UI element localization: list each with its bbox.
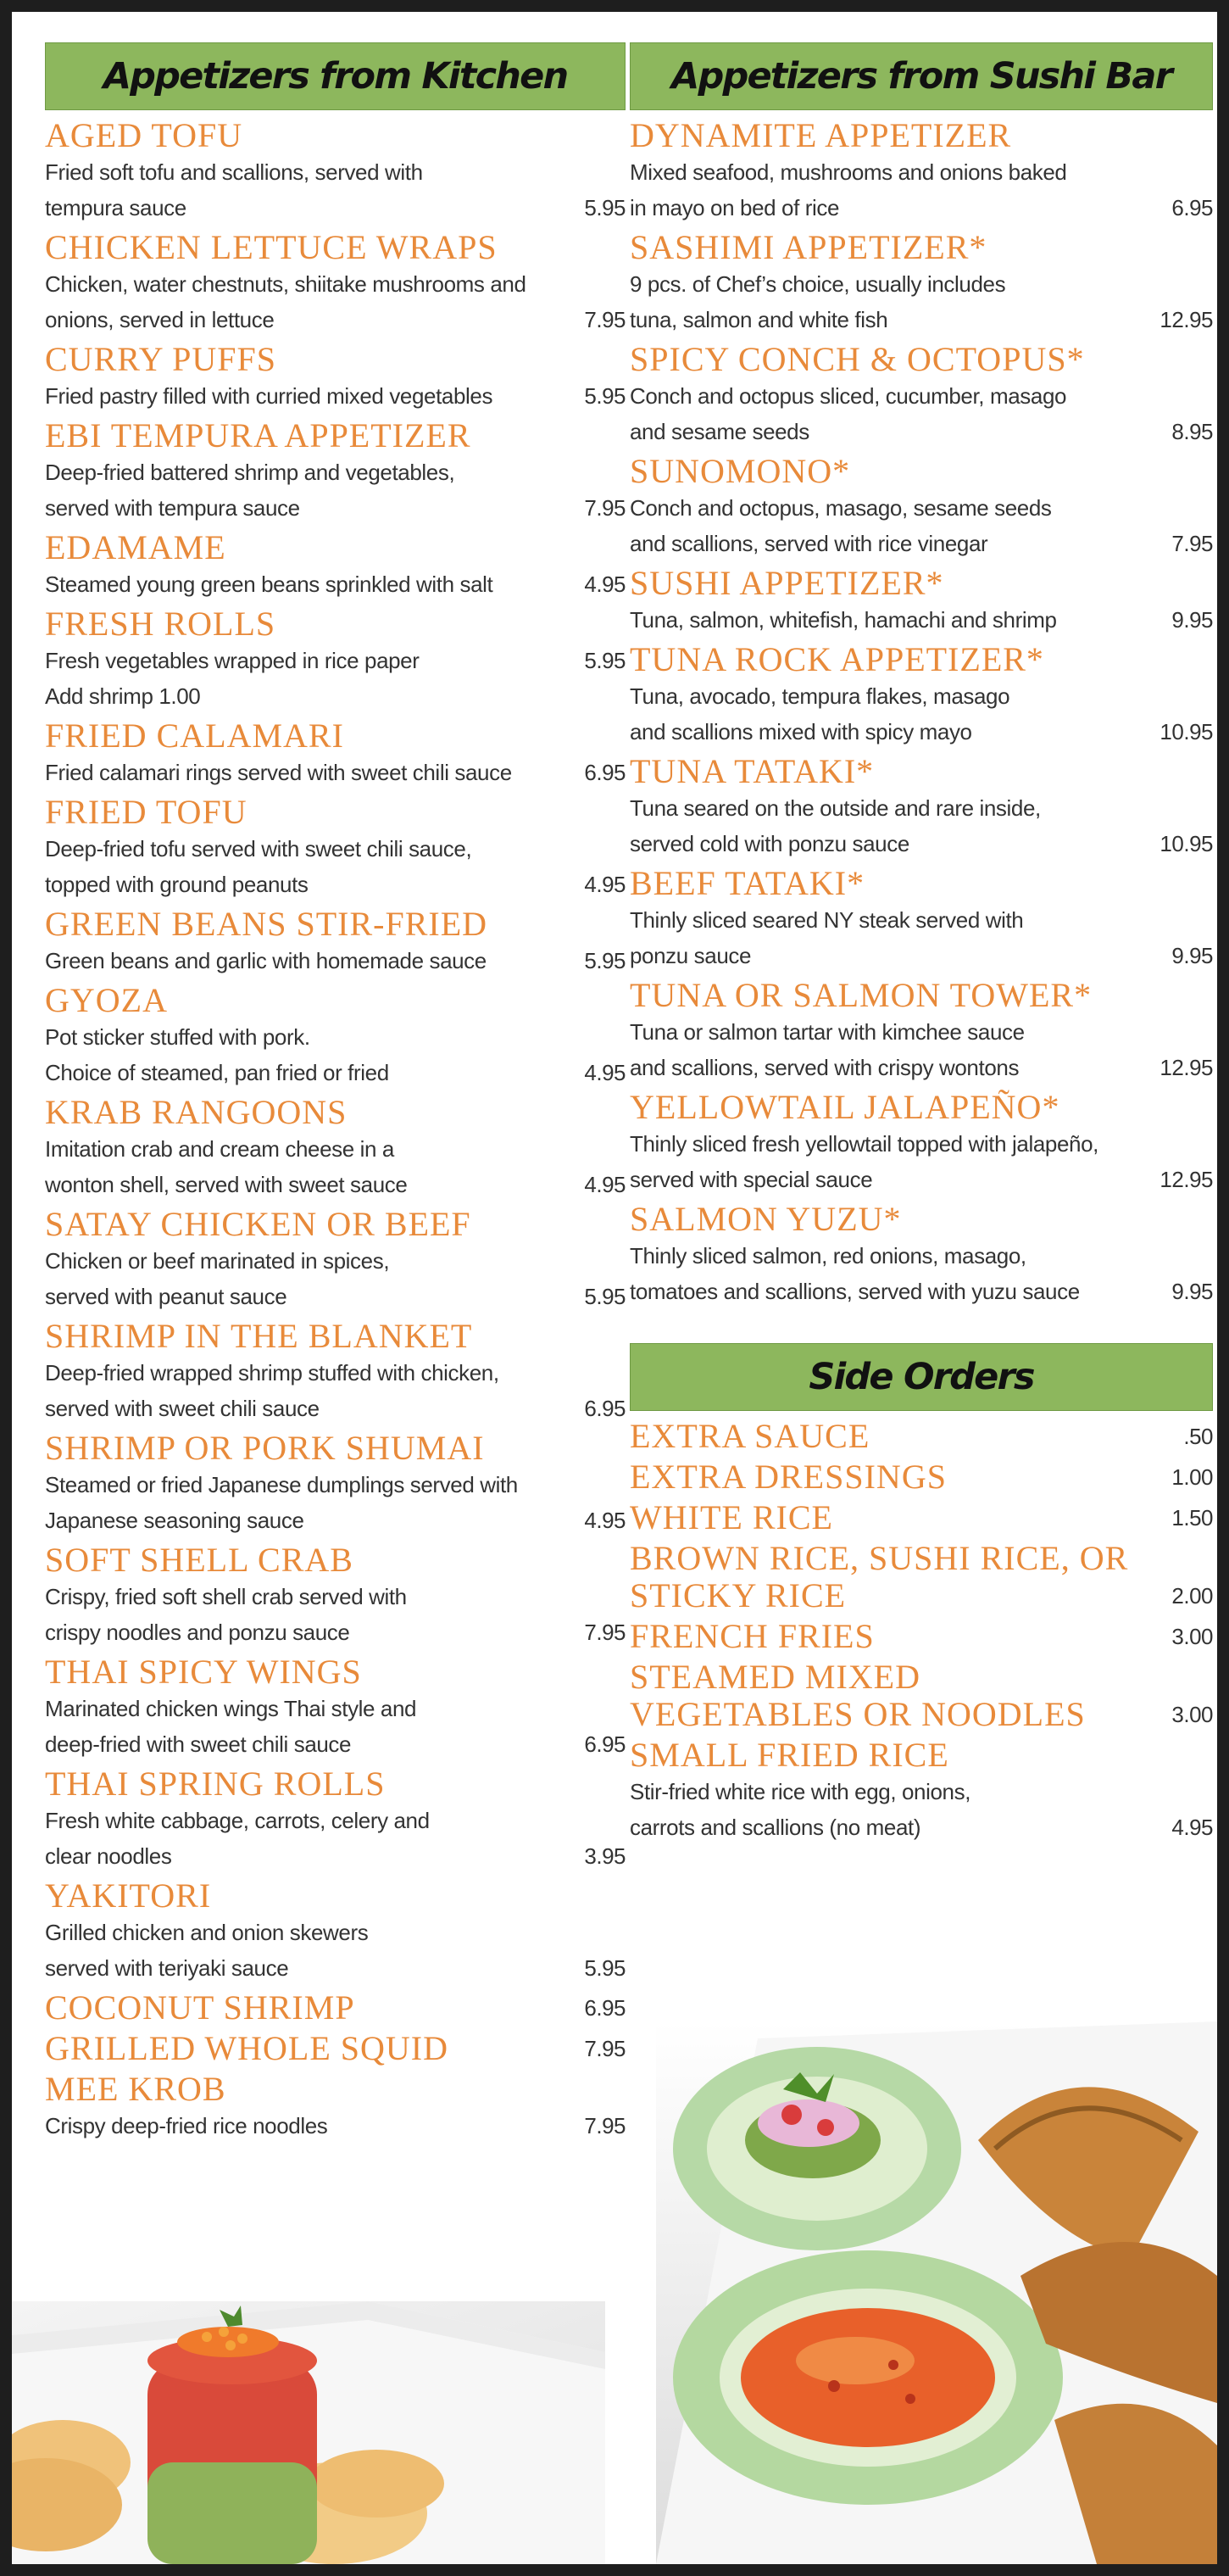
item-row — [45, 943, 626, 979]
item-price: 7.95 — [584, 1620, 626, 1645]
menu-item — [45, 1094, 626, 1202]
item-row — [45, 566, 626, 602]
item-row — [45, 1503, 626, 1538]
kitchen-column — [45, 42, 626, 2147]
item-name: SMALL FRIED RICE — [630, 1736, 949, 1774]
item-row — [45, 1803, 626, 1838]
item-name: CURRY PUFFS — [45, 340, 276, 378]
item-description: onions, served in lettuce — [45, 307, 275, 332]
item-row — [630, 1418, 1213, 1455]
menu-item — [45, 1877, 626, 1986]
item-row — [630, 1126, 1213, 1162]
item-row — [630, 1618, 1213, 1655]
item-price: 2.00 — [1171, 1583, 1213, 1609]
item-description: 9 pcs. of Chef’s choice, usually includes — [630, 271, 1006, 297]
item-row — [45, 1391, 626, 1426]
item-row — [630, 790, 1213, 826]
item-price: 10.95 — [1159, 831, 1213, 856]
item-price: 5.95 — [584, 948, 626, 973]
item-description: Japanese seasoning sauce — [45, 1508, 304, 1533]
item-description: Crispy, fried soft shell crab served with — [45, 1584, 407, 1609]
menu-item — [45, 1542, 626, 1650]
item-name: TUNA ROCK APPETIZER* — [630, 640, 1044, 678]
item-row — [630, 1014, 1213, 1050]
item-name: FRIED TOFU — [45, 793, 247, 831]
item-name: DYNAMITE APPETIZER — [630, 116, 1012, 154]
item-row — [630, 190, 1213, 226]
item-name: SATAY CHICKEN OR BEEF — [45, 1205, 471, 1243]
item-row — [630, 678, 1213, 714]
item-name: SHRIMP IN THE BLANKET — [45, 1317, 473, 1355]
curry-puffs-photo — [656, 2021, 1217, 2564]
menu-item — [630, 977, 1213, 1085]
menu-item — [630, 1737, 1213, 1845]
item-row — [630, 1774, 1213, 1809]
side-orders-title: Side Orders — [809, 1356, 1034, 1398]
item-price: 4.95 — [584, 1060, 626, 1085]
sushi-title: Appetizers from Sushi Bar — [671, 55, 1171, 98]
menu-item — [45, 1206, 626, 1314]
item-name: GYOZA — [45, 981, 168, 1019]
menu-item — [630, 1089, 1213, 1197]
item-description: Thinly sliced salmon, red onions, masago, — [630, 1243, 1026, 1268]
item-price: 12.95 — [1159, 307, 1213, 332]
item-name: MEE KROB — [45, 2070, 226, 2108]
item-description: Fried calamari rings served with sweet chili sauce — [45, 760, 512, 785]
item-description: Fresh vegetables wrapped in rice paper — [45, 648, 420, 673]
item-price: 3.00 — [1171, 1624, 1213, 1649]
side-orders-list — [630, 1418, 1213, 1845]
item-row — [45, 1055, 626, 1090]
menu-item — [630, 229, 1213, 337]
item-price: 6.95 — [584, 760, 626, 785]
item-name: THAI SPRING ROLLS — [45, 1765, 386, 1803]
item-price: 9.95 — [1171, 1279, 1213, 1304]
item-row — [45, 1131, 626, 1167]
item-name: SHRIMP OR PORK SHUMAI — [45, 1429, 485, 1467]
item-price: 6.95 — [584, 1731, 626, 1757]
item-description: tomatoes and scallions, served with yuzu sauce — [630, 1279, 1080, 1304]
menu-item — [630, 1499, 1213, 1536]
item-name: SOFT SHELL CRAB — [45, 1541, 353, 1579]
item-description: Mixed seafood, mushrooms and onions baked — [630, 159, 1067, 185]
item-price: 3.95 — [584, 1843, 626, 1869]
item-price: 12.95 — [1159, 1055, 1213, 1080]
item-price: .50 — [1183, 1424, 1213, 1449]
menu-item — [45, 529, 626, 602]
item-row — [630, 378, 1213, 414]
menu-item — [45, 1989, 626, 2027]
item-description: crispy noodles and ponzu sauce — [45, 1620, 350, 1645]
item-price: 7.95 — [584, 307, 626, 332]
item-price: 10.95 — [1159, 719, 1213, 744]
menu-item — [45, 1765, 626, 1874]
item-description: Choice of steamed, pan fried or fried — [45, 1060, 389, 1085]
tuna-tower-photo — [12, 2301, 605, 2564]
item-name: EXTRA SAUCE — [630, 1417, 870, 1455]
item-row — [630, 266, 1213, 302]
item-description: Fried soft tofu and scallions, served with — [45, 159, 423, 185]
item-name: COCONUT SHRIMP — [45, 1988, 355, 2027]
menu-item — [45, 1318, 626, 1426]
item-description: Steamed young green beans sprinkled with salt — [45, 572, 493, 597]
item-name: BEEF TATAKI* — [630, 864, 865, 902]
item-description: Add shrimp 1.00 — [45, 683, 201, 709]
item-description: and scallions, served with crispy wontons — [630, 1055, 1020, 1080]
item-price: 5.95 — [584, 648, 626, 673]
item-name: SALMON YUZU* — [630, 1200, 902, 1238]
item-description: Tuna or salmon tartar with kimchee sauce — [630, 1019, 1025, 1045]
item-price: 5.95 — [584, 383, 626, 409]
item-description: Chicken or beef marinated in spices, — [45, 1248, 390, 1274]
menu-item — [630, 1418, 1213, 1455]
item-description: served with teriyaki sauce — [45, 1955, 289, 1981]
sushi-column — [630, 42, 1213, 1848]
menu-item — [630, 453, 1213, 561]
item-name: SASHIMI APPETIZER* — [630, 228, 987, 266]
menu-item — [45, 982, 626, 1090]
item-row — [630, 1809, 1213, 1845]
item-row — [45, 1838, 626, 1874]
item-row — [45, 1579, 626, 1614]
item-row — [45, 1989, 626, 2027]
item-price: 1.00 — [1171, 1464, 1213, 1490]
item-row — [45, 678, 626, 714]
item-name: THAI SPICY WINGS — [45, 1653, 362, 1691]
item-price: 6.95 — [584, 1396, 626, 1421]
item-row — [630, 1540, 1213, 1614]
item-description: and scallions, served with rice vinegar — [630, 531, 988, 556]
item-name: EBI TEMPURA APPETIZER — [45, 416, 471, 454]
item-name: FRENCH FRIES — [630, 1617, 875, 1655]
menu-item — [630, 117, 1213, 226]
item-row — [45, 1243, 626, 1279]
item-row — [45, 1691, 626, 1726]
item-row — [45, 1726, 626, 1762]
item-description: Fried pastry filled with curried mixed vegetables — [45, 383, 493, 409]
item-row — [630, 490, 1213, 526]
menu-item — [45, 605, 626, 714]
item-description: Tuna, avocado, tempura flakes, masago — [630, 683, 1010, 709]
item-price: 5.95 — [584, 1955, 626, 1981]
menu-item — [45, 229, 626, 337]
menu-item — [630, 341, 1213, 449]
item-description: Deep-fried wrapped shrimp stuffed with chicken, — [45, 1360, 499, 1386]
item-price: 7.95 — [584, 2036, 626, 2061]
item-row — [630, 902, 1213, 938]
item-description: Thinly sliced seared NY steak served with — [630, 907, 1024, 933]
item-description: Marinated chicken wings Thai style and — [45, 1696, 417, 1721]
item-name: YAKITORI — [45, 1876, 212, 1915]
kitchen-item-list — [45, 117, 626, 2144]
menu-item — [45, 906, 626, 979]
item-name: AGED TOFU — [45, 116, 243, 154]
menu-item — [630, 753, 1213, 861]
item-row — [45, 154, 626, 190]
item-row — [630, 1458, 1213, 1496]
item-name: WHITE RICE — [630, 1498, 833, 1536]
item-row — [45, 490, 626, 526]
item-price: 5.95 — [584, 195, 626, 220]
item-name: STEAMED MIXED VEGETABLES OR NOODLES — [630, 1658, 1086, 1733]
item-name: GRILLED WHOLE SQUID — [45, 2029, 448, 2067]
item-price: 4.95 — [1171, 1815, 1213, 1840]
item-description: Crispy deep-fried rice noodles — [45, 2113, 328, 2138]
item-description: served with special sauce — [630, 1167, 873, 1192]
menu-item — [630, 865, 1213, 973]
item-name: FRIED CALAMARI — [45, 716, 344, 755]
menu-item — [45, 2071, 626, 2144]
item-row — [45, 1467, 626, 1503]
item-row — [45, 190, 626, 226]
item-row — [45, 1279, 626, 1314]
item-description: Steamed or fried Japanese dumplings served with — [45, 1472, 518, 1497]
item-price: 7.95 — [1171, 531, 1213, 556]
item-price: 5.95 — [584, 1284, 626, 1309]
menu-item — [630, 565, 1213, 638]
item-description: in mayo on bed of rice — [630, 195, 840, 220]
item-description: Chicken, water chestnuts, shiitake mushrooms and — [45, 271, 526, 297]
item-row — [630, 1499, 1213, 1536]
item-price: 7.95 — [584, 495, 626, 521]
item-row — [630, 1050, 1213, 1085]
item-description: Fresh white cabbage, carrots, celery and — [45, 1808, 430, 1833]
item-name: EXTRA DRESSINGS — [630, 1458, 947, 1496]
item-price: 4.95 — [584, 872, 626, 897]
menu-page — [12, 12, 1217, 2564]
item-name: SUSHI APPETIZER* — [630, 564, 944, 602]
menu-item — [630, 1458, 1213, 1496]
item-name: YELLOWTAIL JALAPEÑO* — [630, 1088, 1060, 1126]
item-price: 1.50 — [1171, 1505, 1213, 1531]
item-row — [45, 755, 626, 790]
item-row — [45, 867, 626, 902]
item-row — [630, 1274, 1213, 1309]
item-price: 12.95 — [1159, 1167, 1213, 1192]
item-description: Pot sticker stuffed with pork. — [45, 1024, 310, 1050]
item-row — [630, 1162, 1213, 1197]
item-row — [630, 154, 1213, 190]
item-price: 3.00 — [1171, 1702, 1213, 1727]
item-row — [45, 1355, 626, 1391]
menu-item — [45, 1430, 626, 1538]
sushi-item-list — [630, 117, 1213, 1309]
item-row — [630, 602, 1213, 638]
item-row — [45, 831, 626, 867]
item-row — [45, 378, 626, 414]
item-description: Imitation crab and cream cheese in a — [45, 1136, 394, 1162]
item-price: 6.95 — [1171, 195, 1213, 220]
item-row — [45, 1915, 626, 1950]
item-row — [630, 714, 1213, 750]
menu-item — [630, 641, 1213, 750]
item-description: and sesame seeds — [630, 419, 809, 444]
item-row — [45, 643, 626, 678]
item-description: tempura sauce — [45, 195, 186, 220]
item-name: BROWN RICE, SUSHI RICE, OR STICKY RICE — [630, 1539, 1129, 1614]
item-row — [45, 454, 626, 490]
item-price: 7.95 — [584, 2113, 626, 2138]
item-row — [630, 938, 1213, 973]
menu-item — [45, 341, 626, 414]
menu-item — [45, 717, 626, 790]
item-price: 4.95 — [584, 572, 626, 597]
item-row — [45, 1614, 626, 1650]
item-description: Deep-fried battered shrimp and vegetables, — [45, 460, 455, 485]
item-description: Green beans and garlic with homemade sauce — [45, 948, 487, 973]
item-description: Tuna seared on the outside and rare inside, — [630, 795, 1041, 821]
menu-item — [45, 1653, 626, 1762]
item-description: served cold with ponzu sauce — [630, 831, 909, 856]
item-description: Grilled chicken and onion skewers — [45, 1920, 369, 1945]
item-row — [45, 302, 626, 337]
item-price: 9.95 — [1171, 943, 1213, 968]
item-description: ponzu sauce — [630, 943, 752, 968]
item-name: FRESH ROLLS — [45, 605, 276, 643]
item-name: TUNA TATAKI* — [630, 752, 875, 790]
item-description: Conch and octopus, masago, sesame seeds — [630, 495, 1052, 521]
item-name: SPICY CONCH & OCTOPUS* — [630, 340, 1085, 378]
menu-item — [630, 1659, 1213, 1733]
item-row — [630, 826, 1213, 861]
item-row — [630, 1659, 1213, 1733]
item-description: served with sweet chili sauce — [45, 1396, 320, 1421]
item-row — [45, 1019, 626, 1055]
item-price: 9.95 — [1171, 607, 1213, 633]
kitchen-title: Appetizers from Kitchen — [103, 55, 568, 98]
item-row — [45, 2108, 626, 2144]
menu-item — [45, 417, 626, 526]
item-description: carrots and scallions (no meat) — [630, 1815, 921, 1840]
item-row — [630, 526, 1213, 561]
menu-item — [45, 794, 626, 902]
item-description: served with tempura sauce — [45, 495, 300, 521]
item-row — [630, 1238, 1213, 1274]
item-price: 8.95 — [1171, 419, 1213, 444]
menu-item — [630, 1618, 1213, 1655]
item-name: KRAB RANGOONS — [45, 1093, 348, 1131]
kitchen-banner — [45, 42, 626, 110]
item-row — [45, 1167, 626, 1202]
item-row — [630, 302, 1213, 337]
menu-item — [45, 2030, 626, 2067]
item-description: served with peanut sauce — [45, 1284, 287, 1309]
item-row — [45, 266, 626, 302]
item-name: GREEN BEANS STIR-FRIED — [45, 905, 488, 943]
item-row — [45, 2030, 626, 2067]
item-description: Conch and octopus sliced, cucumber, masago — [630, 383, 1067, 409]
item-description: Tuna, salmon, whitefish, hamachi and shrimp — [630, 607, 1057, 633]
item-name: EDAMAME — [45, 528, 226, 566]
sushi-banner — [630, 42, 1213, 110]
item-description: topped with ground peanuts — [45, 872, 309, 897]
item-description: clear noodles — [45, 1843, 172, 1869]
item-name: TUNA OR SALMON TOWER* — [630, 976, 1093, 1014]
item-price: 4.95 — [584, 1508, 626, 1533]
item-price: 4.95 — [584, 1172, 626, 1197]
item-description: Thinly sliced fresh yellowtail topped with jalapeño, — [630, 1131, 1098, 1157]
item-name: SUNOMONO* — [630, 452, 851, 490]
side-orders-banner — [630, 1343, 1213, 1411]
item-price: 6.95 — [584, 1995, 626, 2021]
item-description: and scallions mixed with spicy mayo — [630, 719, 972, 744]
item-description: Deep-fried tofu served with sweet chili sauce, — [45, 836, 472, 861]
item-name: CHICKEN LETTUCE WRAPS — [45, 228, 498, 266]
item-row — [630, 414, 1213, 449]
menu-item — [630, 1201, 1213, 1309]
item-description: tuna, salmon and white fish — [630, 307, 888, 332]
menu-item — [45, 117, 626, 226]
item-description: deep-fried with sweet chili sauce — [45, 1731, 352, 1757]
menu-item — [630, 1540, 1213, 1614]
item-row — [45, 1950, 626, 1986]
item-description: wonton shell, served with sweet sauce — [45, 1172, 408, 1197]
item-description: Stir-fried white rice with egg, onions, — [630, 1779, 971, 1804]
